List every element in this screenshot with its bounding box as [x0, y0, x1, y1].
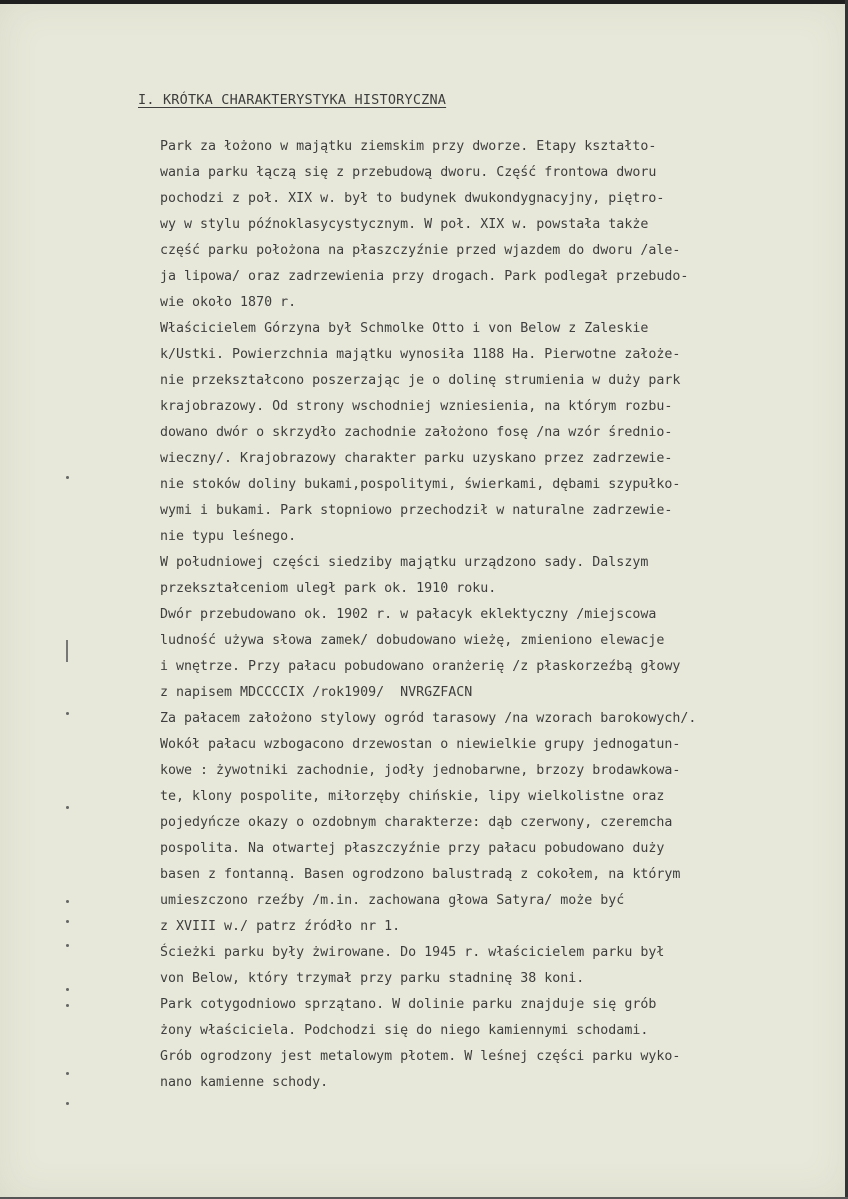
- text-line: nie przekształcono poszerzając je o dolinę strumienia w duży park: [160, 373, 681, 388]
- text-line: te, klony pospolite, miłorzęby chińskie, lipy wielkolistne oraz: [160, 789, 665, 804]
- text-line: Ścieżki parku były żwirowane. Do 1945 r. właścicielem parku był: [160, 945, 665, 960]
- text-line: Dwór przebudowano ok. 1902 r. w pałacyk eklektyczny /miejscowa: [160, 607, 657, 622]
- margin-dot: [66, 1102, 69, 1105]
- text-line: część parku położona na płaszczyźnie przed wjazdem do dworu /ale-: [160, 243, 681, 258]
- text-line: pospolita. Na otwartej płaszczyźnie przy pałacu pobudowano duży: [160, 841, 665, 856]
- text-line: nie typu leśnego.: [160, 529, 297, 544]
- margin-dot: [66, 944, 69, 947]
- text-line: umieszczono rzeźby /m.in. zachowana głowa Satyra/ może być: [160, 893, 625, 908]
- text-line: Właścicielem Górzyna był Schmolke Otto i von Below z Zaleskie: [160, 321, 649, 336]
- margin-dot: [66, 806, 69, 809]
- text-line: dowano dwór o skrzydło zachodnie założono fosę /na wzór średnio-: [160, 425, 673, 440]
- text-line: przekształceniom uległ park ok. 1910 roku.: [160, 581, 497, 596]
- text-line: kowe : żywotniki zachodnie, jodły jednobarwne, brzozy brodawkowa-: [160, 763, 681, 778]
- text-line: von Below, który trzymał przy parku stadninę 38 koni.: [160, 971, 585, 986]
- text-line: krajobrazowy. Od strony wschodniej wzniesienia, na którym rozbu-: [160, 399, 673, 414]
- text-line: k/Ustki. Powierzchnia majątku wynosiła 1188 Ha. Pierwotne założe-: [160, 347, 681, 362]
- text-line: Grób ogrodzony jest metalowym płotem. W leśnej części parku wyko-: [160, 1049, 681, 1064]
- text-line: Park za łożono w majątku ziemskim przy dworze. Etapy kształto-: [160, 139, 657, 154]
- text-line: wania parku łączą się z przebudową dworu. Część frontowa dworu: [160, 165, 657, 180]
- margin-tick: [66, 640, 68, 662]
- text-line: i wnętrze. Przy pałacu pobudowano oranżerię /z płaskorzeźbą głowy: [160, 659, 681, 674]
- text-line: basen z fontanną. Basen ogrodzono balustradą z cokołem, na którym: [160, 867, 681, 882]
- text-line: ja lipowa/ oraz zadrzewienia przy drogach. Park podlegał przebudo-: [160, 269, 689, 284]
- text-line: pochodzi z poł. XIX w. był to budynek dwukondygnacyjny, piętro-: [160, 191, 665, 206]
- text-line: W południowej części siedziby majątku urządzono sady. Dalszym: [160, 555, 649, 570]
- text-line: nie stoków doliny bukami,pospolitymi, świerkami, dębami szypułko-: [160, 477, 681, 492]
- text-line: wie około 1870 r.: [160, 295, 297, 310]
- scan-edge-top: [0, 0, 848, 4]
- text-line: pojedyńcze okazy o ozdobnym charakterze: dąb czerwony, czeremcha: [160, 815, 673, 830]
- margin-dot: [66, 900, 69, 903]
- text-line: ludność używa słowa zamek/ dobudowano wieżę, zmieniono elewacje: [160, 633, 665, 648]
- margin-dot: [66, 712, 69, 715]
- text-line: wymi i bukami. Park stopniowo przechodził w naturalne zadrzewie-: [160, 503, 673, 518]
- text-line: Wokół pałacu wzbogacono drzewostan o niewielkie grupy jednogatun-: [160, 737, 681, 752]
- text-line: z XVIII w./ patrz źródło nr 1.: [160, 919, 401, 934]
- margin-dot: [66, 1072, 69, 1075]
- text-line: nano kamienne schody.: [160, 1075, 329, 1090]
- margin-dot: [66, 920, 69, 923]
- text-line: Za pałacem założono stylowy ogród tarasowy /na wzorach barokowych/.: [160, 711, 697, 726]
- body-text: [160, 134, 848, 1096]
- margin-dot: [66, 476, 69, 479]
- text-line: wieczny/. Krajobrazowy charakter parku uzyskano przez zadrzewie-: [160, 451, 673, 466]
- text-line: żony właściciela. Podchodzi się do niego kamiennymi schodami.: [160, 1023, 649, 1038]
- text-line: z napisem MDCCCCIX /rok1909/ NVRGZFACN: [160, 685, 473, 700]
- margin-dot: [66, 1004, 69, 1007]
- section-heading: I. KRÓTKA CHARAKTERYSTYKA HISTORYCZNA: [138, 92, 447, 108]
- text-line: wy w stylu późnoklasycystycznym. W poł. XIX w. powstała także: [160, 217, 649, 232]
- margin-dot: [66, 988, 69, 991]
- text-line: Park cotygodniowo sprzątano. W dolinie parku znajduje się grób: [160, 997, 657, 1012]
